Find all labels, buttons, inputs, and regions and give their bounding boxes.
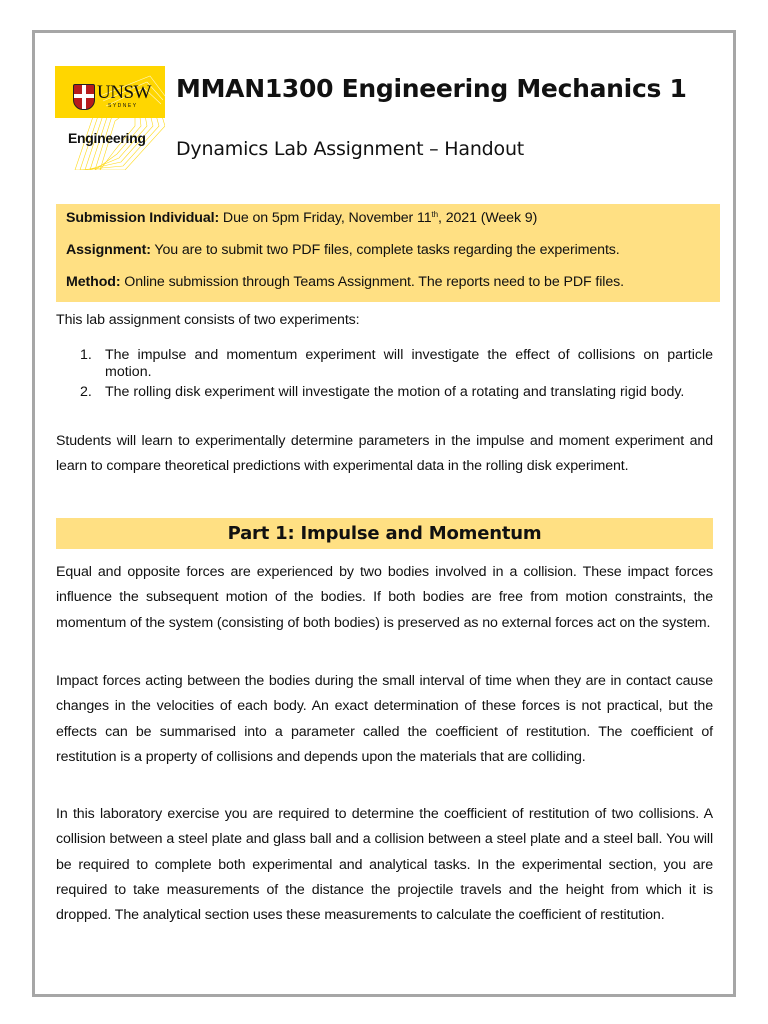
list-item — [56, 384, 713, 401]
method-label: Method: — [66, 274, 121, 290]
submission-due-text: Due on 5pm Friday, November 11 — [219, 210, 432, 226]
unsw-engineering-logo — [55, 66, 165, 170]
section-heading-part1: Part 1: Impulse and Momentum — [56, 518, 713, 549]
paragraph: Equal and opposite forces are experienced by two bodies involved in a collision. These impact forces influence the subsequent motion of the bodies. If both bodies are free from motion constraints, the momentum of the system (consisting of both bodies) is preserved as no external forces act on the system. — [56, 564, 713, 631]
experiments-list — [56, 347, 713, 404]
list-item-text: The rolling disk experiment will investigate the motion of a rotating and translating rigid body. — [105, 384, 685, 400]
method-text: Online submission through Teams Assignment. The reports need to be PDF files. — [120, 274, 624, 290]
submission-label: Submission Individual: — [66, 210, 220, 226]
document-title: MMAN1300 Engineering Mechanics 1 — [176, 74, 687, 103]
logo-faculty: Engineering — [68, 130, 146, 146]
paragraph: Impact forces acting between the bodies during the small interval of time when they are in contact cause changes in the velocities of each body. An exact determination of these forces is not practical, but the effects can be summarised into a parameter called the coefficient of restitution. The coefficient of restitution is a property of collisions and depends upon the materials that are colliding. — [56, 673, 713, 765]
learning-outcomes-paragraph: Students will learn to experimentally determine parameters in the impulse and moment experiment and learn to compare theoretical predictions with experimental data in the rolling disk experiment. — [56, 433, 713, 475]
assignment-label: Assignment: — [66, 242, 151, 258]
submission-info-box — [56, 204, 720, 302]
submission-due-text-end: , 2021 (Week 9) — [438, 210, 538, 226]
method-line — [66, 274, 624, 290]
submission-line — [66, 210, 537, 226]
paragraph: In this laboratory exercise you are required to determine the coefficient of restitution of two collisions. A collision between a steel plate and glass ball and a collision between a steel plate and a steel ball. You will be required to complete both experimental and analytical tasks. In the experimental section, you are required to take measurements of the distance the projectile travels and the height from which it is dropped. The analytical section uses these measurements to calculate the coefficient of restitution. — [56, 806, 713, 924]
list-item-text: The impulse and momentum experiment will investigate the effect of collisions on particle motion. — [105, 347, 713, 380]
list-item — [56, 347, 713, 381]
list-item-number: 1. — [80, 347, 92, 363]
assignment-line — [66, 242, 620, 258]
intro-lead: This lab assignment consists of two experiments: — [56, 312, 360, 328]
unsw-crest-icon — [73, 84, 95, 110]
logo-brand: UNSW — [97, 82, 151, 103]
logo-location: SYDNEY — [108, 103, 138, 109]
list-item-number: 2. — [80, 384, 92, 400]
submission-date-suffix: th — [431, 210, 439, 219]
document-subtitle: Dynamics Lab Assignment – Handout — [176, 138, 525, 160]
assignment-text: You are to submit two PDF files, complete tasks regarding the experiments. — [150, 242, 620, 258]
